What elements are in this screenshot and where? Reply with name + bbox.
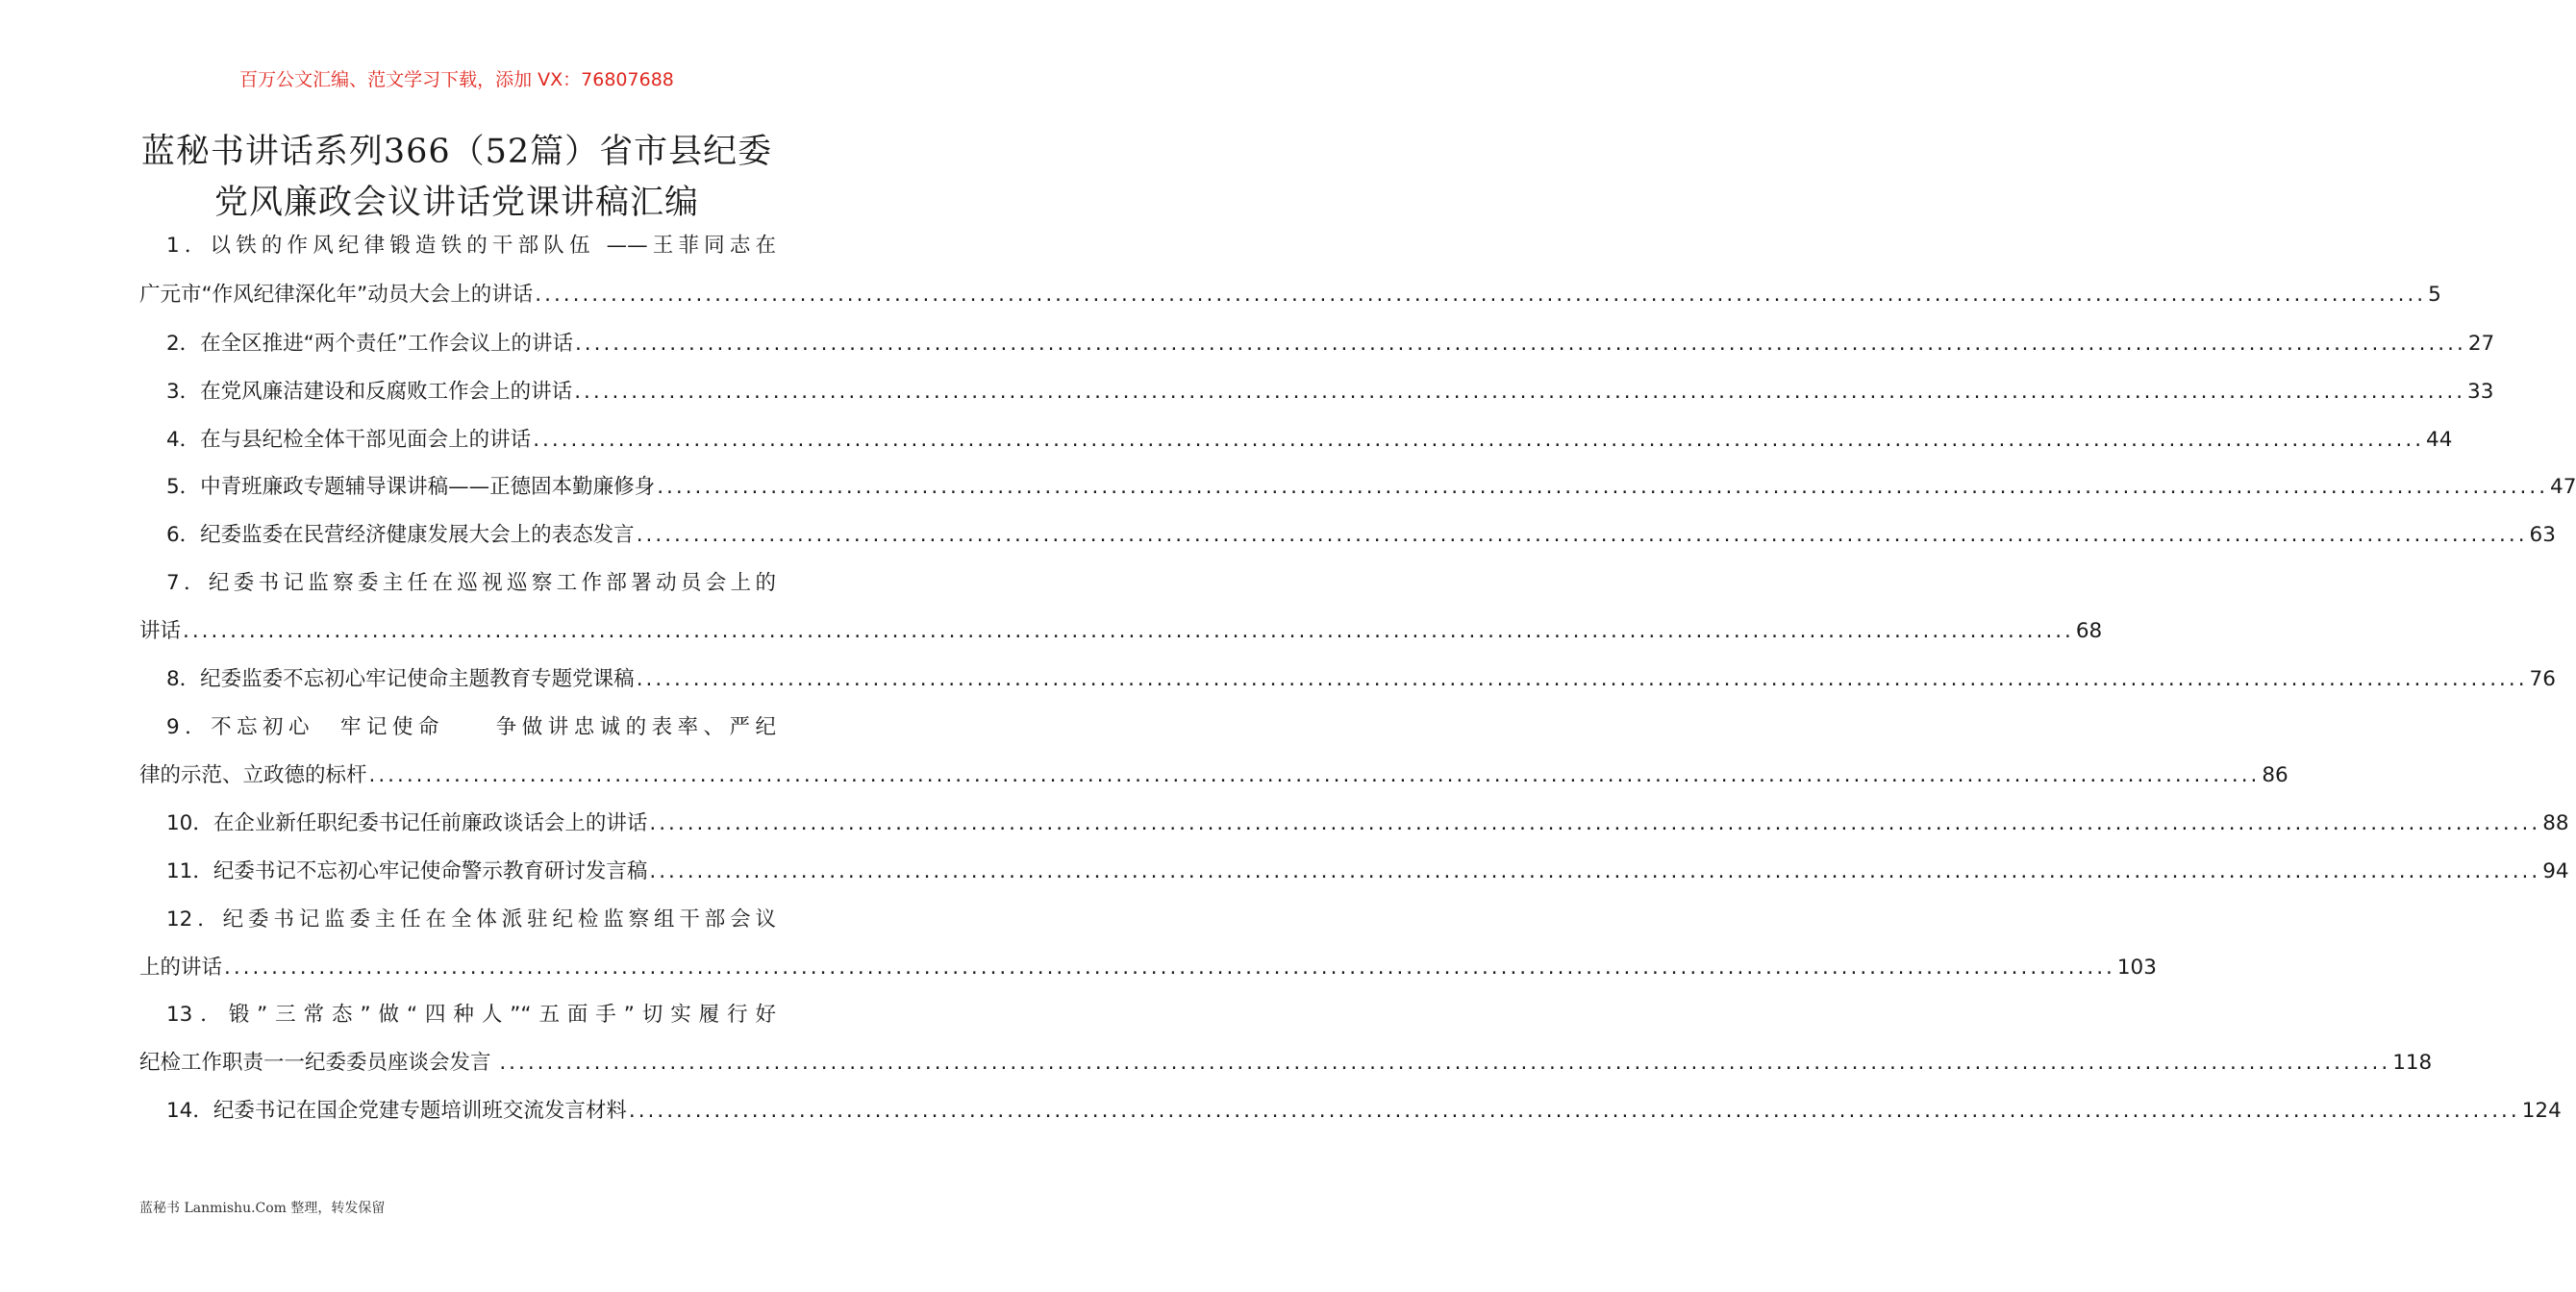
toc-entry[interactable] [166, 518, 2556, 553]
toc-entry-title: 3．在党风廉洁建设和反腐败工作会上的讲话 [166, 380, 573, 404]
toc-page-number: 76 [2529, 667, 2556, 691]
toc-entry-title-continued: 纪检工作职责一一纪委委员座谈会发言 [139, 1051, 498, 1075]
toc-entry-title: 11．纪委书记不忘初心牢记使命警示教育研讨发言稿 [166, 859, 648, 883]
toc-leader-dots: ........................................................................................................................................................................................................ [368, 763, 2261, 787]
toc-page-number: 103 [2116, 956, 2157, 980]
toc-entry-title: 8．纪委监委不忘初心牢记使命主题教育专题党课稿 [166, 667, 635, 691]
document-title-line-2: 党风廉政会议讲话党课讲稿汇编 [213, 184, 699, 222]
toc-entry-title-continued: 律的示范、立政德的标杆 [139, 763, 367, 787]
header-banner: 百万公文汇编、范文学习下载，添加 VX：76807688 [239, 69, 674, 90]
toc-entry-continuation[interactable] [139, 278, 2441, 312]
toc-entry-title: 14．纪委书记在国企党建专题培训班交流发言材料 [166, 1099, 627, 1123]
toc-entry-title-continued: 上的讲话 [139, 956, 223, 980]
toc-leader-dots: ........................................................................................................................................................................................................ [533, 428, 2425, 452]
toc-page-number: 88 [2542, 811, 2569, 835]
toc-entry-title: 6．纪委监委在民营经济健康发展大会上的表态发言 [166, 523, 635, 547]
footer-note: 蓝秘书 Lanmishu.Com 整理，转发保留 [139, 1201, 386, 1216]
toc-entry[interactable] [166, 903, 776, 937]
toc-page-number: 33 [2467, 380, 2494, 404]
toc-entry-title-continued: 广元市“作风纪律深化年”动员大会上的讲话 [139, 283, 534, 307]
toc-leader-dots: ........................................................................................................................................................................................................ [574, 380, 2466, 404]
toc-entry[interactable] [166, 375, 2494, 410]
toc-entry[interactable] [166, 998, 776, 1032]
toc-page-number: 63 [2529, 523, 2556, 547]
toc-entry-continuation[interactable] [139, 614, 2103, 649]
toc-leader-dots: ........................................................................................................................................................................................................ [628, 1099, 2520, 1123]
toc-leader-dots: ........................................................................................................................................................................................................ [574, 332, 2466, 356]
toc-entry-title: 1．以铁的作风纪律锻造铁的干部队伍 ——王菲同志在 [166, 234, 776, 258]
toc-page-number: 86 [2262, 763, 2288, 787]
toc-entry-title: 4．在与县纪检全体干部见面会上的讲话 [166, 428, 532, 452]
toc-entry[interactable] [166, 807, 2569, 841]
toc-entry[interactable] [166, 1094, 2562, 1129]
toc-entry-title: 2．在全区推进“两个责任”工作会议上的讲话 [166, 332, 573, 356]
toc-entry[interactable] [166, 327, 2495, 361]
toc-entry[interactable] [166, 710, 776, 745]
toc-entry[interactable] [166, 470, 2576, 505]
toc-entry-continuation[interactable] [139, 951, 2157, 985]
toc-entry-title-continued: 讲话 [139, 619, 182, 643]
toc-entry[interactable] [166, 229, 776, 263]
toc-entry[interactable] [166, 662, 2556, 697]
toc-entry[interactable] [166, 423, 2453, 458]
toc-entry-title: 7．纪委书记监察委主任在巡视巡察工作部署动员会上的 [166, 571, 776, 595]
toc-entry-continuation[interactable] [139, 758, 2288, 793]
toc-page-number: 118 [2392, 1051, 2433, 1075]
toc-page-number: 44 [2426, 428, 2453, 452]
toc-leader-dots: ........................................................................................................................................................................................................ [183, 619, 2074, 643]
toc-leader-dots: ........................................................................................................................................................................................................ [224, 956, 2115, 980]
toc-leader-dots: ........................................................................................................................................................................................................ [636, 523, 2528, 547]
toc-page-number: 47 [2550, 475, 2576, 499]
toc-leader-dots: ........................................................................................................................................................................................................ [649, 859, 2541, 883]
toc-leader-dots: ........................................................................................................................................................................................................ [535, 283, 2427, 307]
toc-entry-title: 10．在企业新任职纪委书记任前廉政谈话会上的讲话 [166, 811, 648, 835]
toc-entry-title: 12．纪委书记监委主任在全体派驻纪检监察组干部会议 [166, 907, 776, 932]
toc-leader-dots: ........................................................................................................................................................................................................ [657, 475, 2549, 499]
toc-entry-continuation[interactable] [139, 1046, 2433, 1081]
toc-leader-dots: ........................................................................................................................................................................................................ [499, 1051, 2391, 1075]
toc-leader-dots: ........................................................................................................................................................................................................ [636, 667, 2528, 691]
toc-leader-dots: ........................................................................................................................................................................................................ [649, 811, 2541, 835]
toc-entry[interactable] [166, 566, 776, 601]
toc-entry-title: 13．锻”三常态”做“四种人”“五面手”切实履行好 [166, 1003, 776, 1027]
toc-page-number: 5 [2428, 283, 2441, 307]
toc-page-number: 68 [2075, 619, 2103, 643]
toc-entry-title: 9．不忘初心 牢记使命 争做讲忠诚的表率、严纪 [166, 715, 776, 739]
toc-entry-title: 5．中青班廉政专题辅导课讲稿——正德固本勤廉修身 [166, 475, 656, 499]
toc-page-number: 124 [2521, 1099, 2562, 1123]
toc-page-number: 27 [2467, 332, 2495, 356]
toc-page-number: 94 [2542, 859, 2569, 883]
toc-entry[interactable] [166, 855, 2569, 889]
document-title-line-1: 蓝秘书讲话系列366（52篇）省市县纪委 [140, 133, 773, 171]
